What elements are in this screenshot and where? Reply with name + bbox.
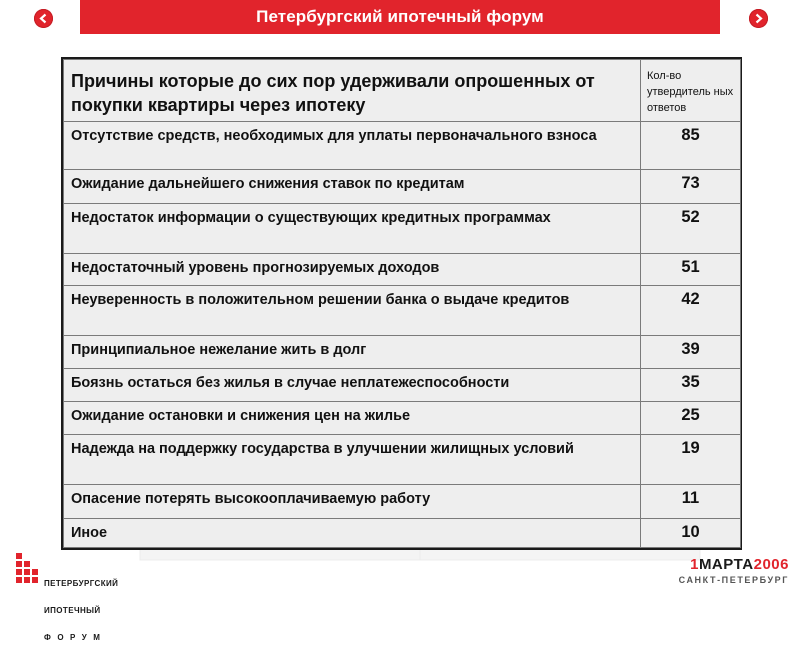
- column-header-count: Кол-во утвердитель ных ответов: [641, 60, 741, 122]
- date-month: МАРТА: [698, 556, 754, 573]
- count-cell: 25: [641, 402, 741, 435]
- count-cell: 19: [641, 435, 741, 485]
- count-cell: 10: [641, 519, 741, 548]
- table-row: [64, 369, 741, 402]
- city-label: САНКТ-ПЕТЕРБУРГ: [678, 575, 789, 585]
- table-row: [64, 170, 741, 204]
- reason-cell: Иное: [64, 519, 641, 548]
- count-cell: 35: [641, 369, 741, 402]
- table-row: [64, 519, 741, 548]
- chevron-left-icon: [38, 13, 49, 24]
- reason-cell: Принципиальное нежелание жить в долг: [64, 336, 641, 369]
- header-bar: [80, 0, 720, 34]
- count-cell: 73: [641, 170, 741, 204]
- count-cell: 42: [641, 286, 741, 336]
- table-row: [64, 286, 741, 336]
- reason-cell: Ожидание остановки и снижения цен на жилье: [64, 402, 641, 435]
- count-cell: 39: [641, 336, 741, 369]
- reason-cell: Недостаточный уровень прогнозируемых доходов: [64, 254, 641, 286]
- table-row: [64, 254, 741, 286]
- reason-cell: Опасение потерять высокооплачиваемую работу: [64, 485, 641, 519]
- date-year: 2006: [753, 556, 789, 573]
- page-title: Петербургский ипотечный форум: [256, 7, 544, 26]
- table-row: [64, 485, 741, 519]
- column-header-reason: Причины которые до сих пор удерживали опрошенных от покупки квартиры через ипотеку: [64, 60, 641, 122]
- table-row: [64, 122, 741, 170]
- next-slide-button[interactable]: [749, 9, 768, 28]
- count-cell: 51: [641, 254, 741, 286]
- table-row: [64, 435, 741, 485]
- logo-line-3: ФОРУМ: [44, 633, 107, 642]
- count-cell: 52: [641, 204, 741, 254]
- reasons-table: [63, 59, 741, 548]
- reason-cell: Ожидание дальнейшего снижения ставок по кредитам: [64, 170, 641, 204]
- table-header-row: [64, 60, 741, 122]
- reason-cell: Боязнь остаться без жилья в случае неплатежеспособности: [64, 369, 641, 402]
- table-row: [64, 336, 741, 369]
- count-cell: 85: [641, 122, 741, 170]
- date-day: 1: [690, 556, 699, 573]
- chevron-right-icon: [753, 13, 764, 24]
- reason-cell: Отсутствие средств, необходимых для уплаты первоначального взноса: [64, 122, 641, 170]
- date-logo: [664, 557, 789, 595]
- reasons-table-container: [61, 57, 742, 550]
- reason-cell: Надежда на поддержку государства в улучшении жилищных условий: [64, 435, 641, 485]
- table-row: [64, 204, 741, 254]
- forum-logo: [14, 551, 134, 642]
- count-cell: 11: [641, 485, 741, 519]
- logo-line-2: ИПОТЕЧНЫЙ: [44, 606, 101, 615]
- reason-cell: Неуверенность в положительном решении банка о выдаче кредитов: [64, 286, 641, 336]
- table-row: [64, 402, 741, 435]
- logo-line-1: ПЕТЕРБУРГСКИЙ: [44, 579, 119, 588]
- forum-logo-squares-icon: [14, 551, 46, 585]
- previous-slide-button[interactable]: [34, 9, 53, 28]
- reason-cell: Недостаток информации о существующих кредитных программах: [64, 204, 641, 254]
